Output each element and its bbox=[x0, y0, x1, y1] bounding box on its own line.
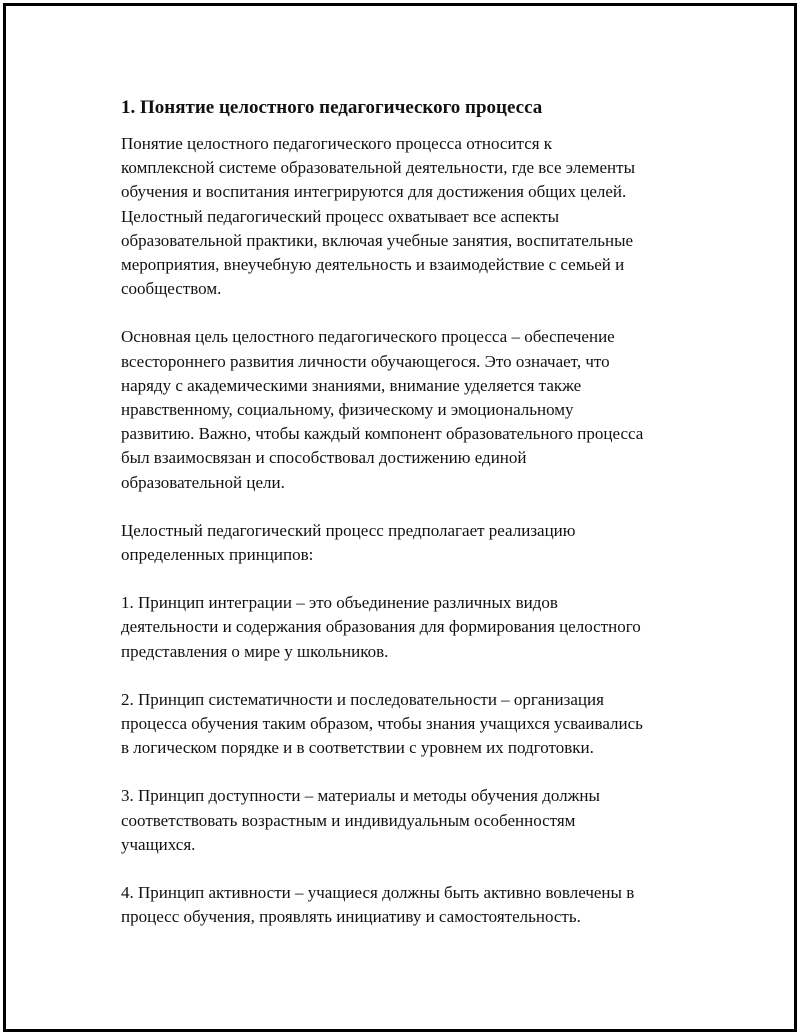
paragraph bbox=[121, 325, 721, 494]
document-body bbox=[121, 96, 721, 953]
text-line: нравственному, социальному, физическому и эмоциональному bbox=[121, 400, 574, 420]
text-line: развитию. Важно, чтобы каждый компонент образовательного процесса bbox=[121, 424, 644, 444]
paragraph bbox=[121, 784, 721, 857]
text-line: представления о мире у школьников. bbox=[121, 641, 389, 661]
text-line: всестороннего развития личности обучающегося. Это означает, что bbox=[121, 351, 610, 371]
paragraph bbox=[121, 591, 721, 664]
text-line: 2. Принцип систематичности и последовательности – организация bbox=[121, 689, 604, 709]
text-line: образовательной цели. bbox=[121, 472, 285, 492]
text-line: в логическом порядке и в соответствии с уровнем их подготовки. bbox=[121, 738, 594, 758]
text-line: комплексной системе образовательной деятельности, где все элементы bbox=[121, 158, 636, 178]
page-frame bbox=[3, 3, 797, 1032]
text-line: Понятие целостного педагогического процесса относится к bbox=[121, 134, 553, 153]
text-line: сообществом. bbox=[121, 279, 222, 299]
paragraph bbox=[121, 132, 721, 301]
paragraph-list bbox=[121, 132, 721, 929]
text-line: мероприятия, внеучебную деятельность и взаимодействие с семьей и bbox=[121, 255, 625, 275]
text-line: соответствовать возрастным и индивидуальным особенностям bbox=[121, 810, 576, 830]
text-line: 3. Принцип доступности – материалы и методы обучения должны bbox=[121, 786, 600, 806]
text-line: определенных принципов: bbox=[121, 545, 314, 565]
text-line: Целостный педагогический процесс охватывает все аспекты bbox=[121, 206, 560, 226]
paragraph bbox=[121, 519, 721, 567]
text-line: Основная цель целостного педагогического процесса – обеспечение bbox=[121, 327, 615, 347]
text-line: процесс обучения, проявлять инициативу и самостоятельность. bbox=[121, 907, 581, 927]
text-line: деятельности и содержания образования для формирования целостного bbox=[121, 617, 641, 637]
text-line: образовательной практики, включая учебные занятия, воспитательные bbox=[121, 230, 634, 250]
paragraph bbox=[121, 881, 721, 929]
text-line: 4. Принцип активности – учащиеся должны быть активно вовлечены в bbox=[121, 883, 635, 903]
paragraph bbox=[121, 688, 721, 761]
section-title: 1. Понятие целостного педагогического процесса bbox=[121, 97, 543, 118]
text-line: наряду с академическими знаниями, внимание уделяется также bbox=[121, 375, 582, 395]
text-line: 1. Принцип интеграции – это объединение различных видов bbox=[121, 593, 558, 613]
text-line: был взаимосвязан и способствовал достижению единой bbox=[121, 448, 527, 468]
text-line: учащихся. bbox=[121, 834, 196, 854]
text-line: обучения и воспитания интегрируются для достижения общих целей. bbox=[121, 182, 627, 202]
text-line: процесса обучения таким образом, чтобы знания учащихся усваивались bbox=[121, 714, 643, 734]
text-line: Целостный педагогический процесс предполагает реализацию bbox=[121, 520, 576, 540]
